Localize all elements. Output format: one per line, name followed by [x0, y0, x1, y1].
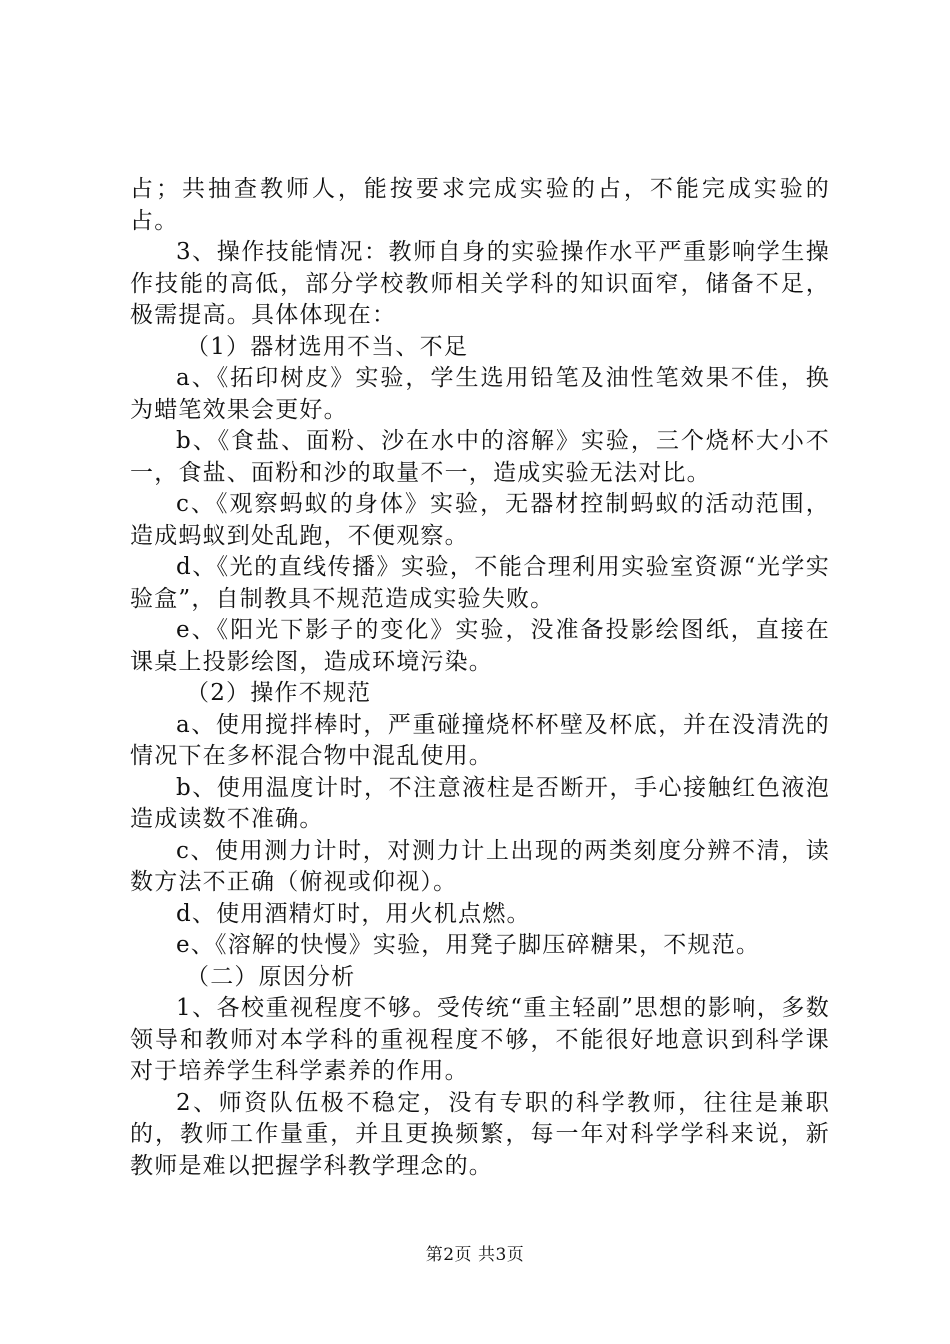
page-number-label: 第2页 共3页 [425, 1245, 525, 1265]
paragraph: a、使用搅拌棒时，严重碰撞烧杯杯壁及杯底，并在没清洗的情况下在多杯混合物中混乱使用。 [130, 711, 830, 769]
paragraph: b、《食盐、面粉、沙在水中的溶解》实验，三个烧杯大小不一，食盐、面粉和沙的取量不一，造成实验无法对比。 [130, 428, 830, 486]
paragraph: d、《光的直线传播》实验，不能合理利用实验室资源“光学实验盒”，自制教具不规范造成实验失败。 [130, 554, 830, 612]
paragraph: b、使用温度计时，不注意液柱是否断开，手心接触红色液泡造成读数不准确。 [130, 774, 830, 832]
paragraph: d、使用酒精灯时，用火机点燃。 [176, 900, 531, 927]
subheading: （2）操作不规范 [186, 680, 372, 706]
paragraph: c、使用测力计时，对测力计上出现的两类刻度分辨不清，读数方法不正确（俯视或仰视）。 [130, 837, 830, 895]
section-heading: （二）原因分析 [186, 963, 356, 990]
paragraph: 2、师资队伍极不稳定，没有专职的科学教师，往往是兼职的，教师工作量重，并且更换频繁，每一年对科学学科来说，新教师是难以把握学科教学理念的。 [130, 1089, 830, 1179]
paragraph: e、《溶解的快慢》实验，用凳子脚压碎糖果，不规范。 [176, 932, 761, 958]
paragraph: a、《拓印树皮》实验，学生选用铅笔及油性笔效果不佳，换为蜡笔效果会更好。 [130, 365, 830, 423]
paragraph: c、《观察蚂蚁的身体》实验，无器材控制蚂蚁的活动范围，造成蚂蚁到处乱跑，不便观察。 [130, 491, 830, 549]
paragraph: 1、各校重视程度不够。受传统“重主轻副”思想的影响，多数领导和教师对本学科的重视程度不够，不能很好地意识到科学课对于培养学生科学素养的作用。 [130, 995, 830, 1084]
document-body [130, 174, 830, 1182]
subheading: （1）器材选用不当、不足 [186, 333, 469, 360]
paragraph: 占；共抽查教师人，能按要求完成实验的占，不能完成实验的占。 [130, 176, 830, 234]
paragraph: e、《阳光下影子的变化》实验，没准备投影绘图纸，直接在课桌上投影绘图，造成环境污染。 [130, 617, 830, 675]
page-footer [0, 1240, 950, 1265]
paragraph: 3、操作技能情况：教师自身的实验操作水平严重影响学生操作技能的高低，部分学校教师相关学科的知识面窄，储备不足，极需提高。具体体现在： [130, 239, 830, 328]
